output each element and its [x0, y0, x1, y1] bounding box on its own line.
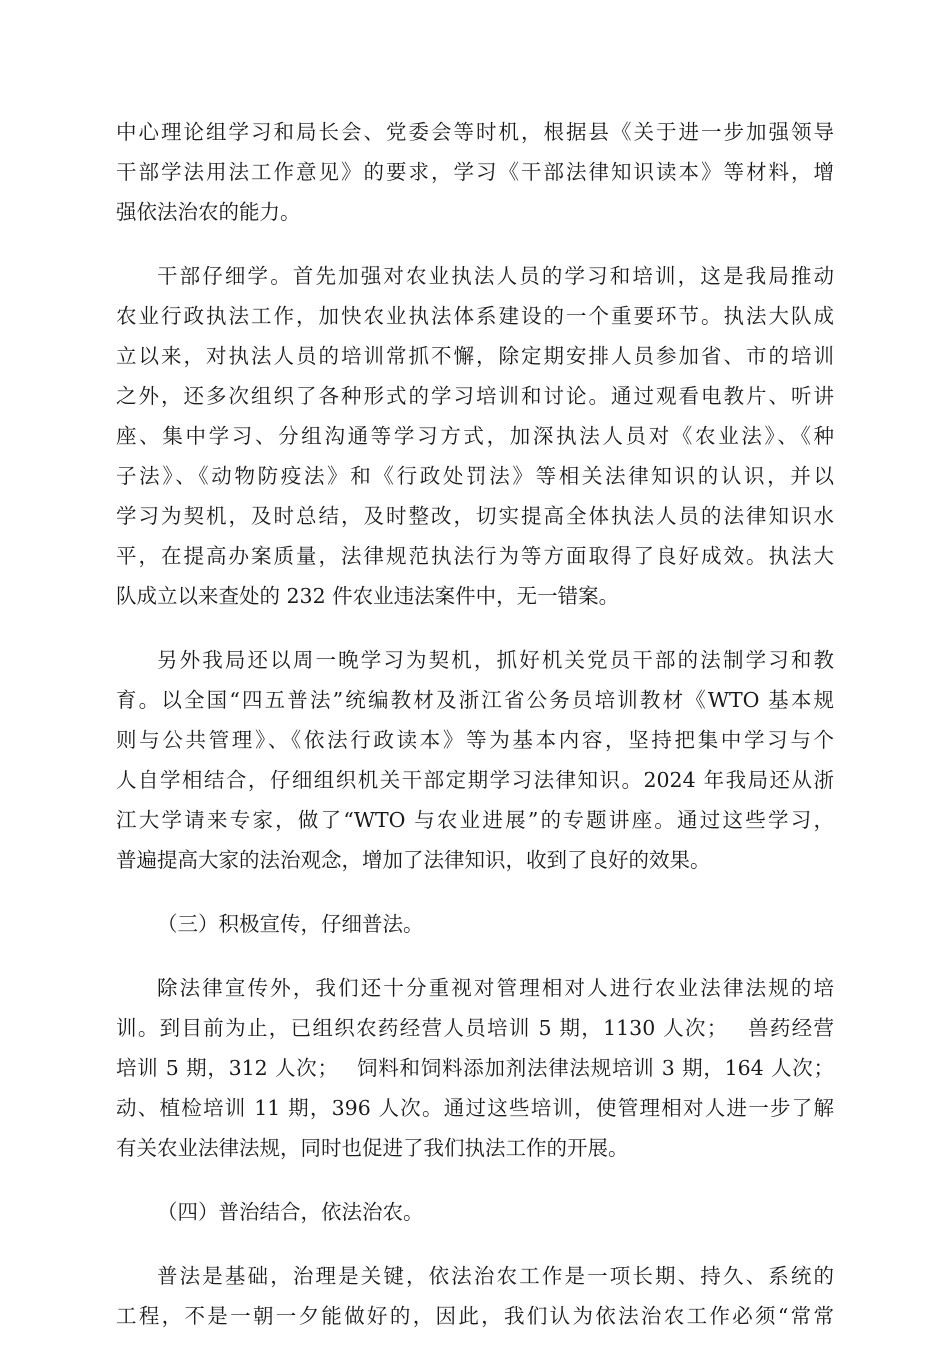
- text-line: 动、植检培训 11 期，396 人次。通过这些培训，使管理相对人进一步了解: [116, 1096, 834, 1120]
- text-line: 有关农业法律法规，同时也促进了我们执法工作的开展。: [116, 1136, 629, 1160]
- text-line: 农业行政执法工作，加快农业执法体系建设的一个重要环节。执法大队成: [116, 304, 834, 328]
- text-line: 培训 5 期，312 人次； 饲料和饲料添加剂法律法规培训 3 期，164 人次；: [116, 1056, 834, 1080]
- text-line: 子法》、《动物防疫法》和《行政处罚法》等相关法律知识的认识，并以: [116, 464, 834, 488]
- text-line: 中心理论组学习和局长会、党委会等时机，根据县《关于进一步加强领导: [116, 120, 834, 144]
- text-line: 干部学法用法工作意见》的要求，学习《干部法律知识读本》等材料，增: [116, 160, 834, 184]
- text-line: 人自学相结合，仔细组织机关干部定期学习法律知识。2024 年我局还从浙: [116, 768, 834, 792]
- text-line: 除法律宣传外，我们还十分重视对管理相对人进行农业法律法规的培: [157, 976, 834, 1000]
- text-line: 工程，不是一朝一夕能做好的，因此，我们认为依法治农工作必须“常常: [116, 1304, 834, 1328]
- text-line: 训。到目前为止，已组织农药经营人员培训 5 期，1130 人次； 兽药经营: [116, 1016, 834, 1040]
- text-line: 普遍提高大家的法治观念，增加了法律知识，收到了良好的效果。: [116, 848, 711, 872]
- text-line: 学习为契机，及时总结，及时整改，切实提高全体执法人员的法律知识水: [116, 504, 834, 528]
- text-line: 江大学请来专家，做了“WTO 与农业进展”的专题讲座。通过这些学习，: [116, 808, 834, 832]
- text-line: 平，在提高办案质量，法律规范执法行为等方面取得了良好成效。执法大: [116, 544, 834, 568]
- text-line: 立以来，对执法人员的培训常抓不懈，除定期安排人员参加省、市的培训: [116, 344, 834, 368]
- paragraph-4: [116, 968, 834, 1168]
- text-line: 强依法治农的能力。: [116, 200, 301, 224]
- text-line: 干部仔细学。首先加强对农业执法人员的学习和培训，这是我局推动: [157, 264, 834, 288]
- section-heading-3: （三）积极宣传，仔细普法。: [157, 912, 424, 936]
- paragraph-2: [116, 256, 834, 616]
- text-line: 座、集中学习、分组沟通等学习方式，加深执法人员对《农业法》、《种: [116, 424, 834, 448]
- section-heading-4: （四）普治结合，依法治农。: [157, 1200, 424, 1224]
- paragraph-3: [116, 640, 834, 880]
- text-line: 育。以全国“四五普法”统编教材及浙江省公务员培训教材《WTO 基本规: [116, 688, 834, 712]
- text-line: 之外，还多次组织了各种形式的学习培训和讨论。通过观看电教片、听讲: [116, 384, 834, 408]
- text-line: 另外我局还以周一晚学习为契机，抓好机关党员干部的法制学习和教: [157, 648, 834, 672]
- text-line: 队成立以来查处的 232 件农业违法案件中，无一错案。: [116, 584, 620, 608]
- document-page: [116, 112, 834, 1360]
- text-line: 则与公共管理》、《依法行政读本》等为基本内容，坚持把集中学习与个: [116, 728, 834, 752]
- paragraph-5: [116, 1256, 834, 1336]
- text-line: 普法是基础，治理是关键，依法治农工作是一项长期、持久、系统的: [157, 1264, 834, 1288]
- paragraph-1: [116, 112, 834, 232]
